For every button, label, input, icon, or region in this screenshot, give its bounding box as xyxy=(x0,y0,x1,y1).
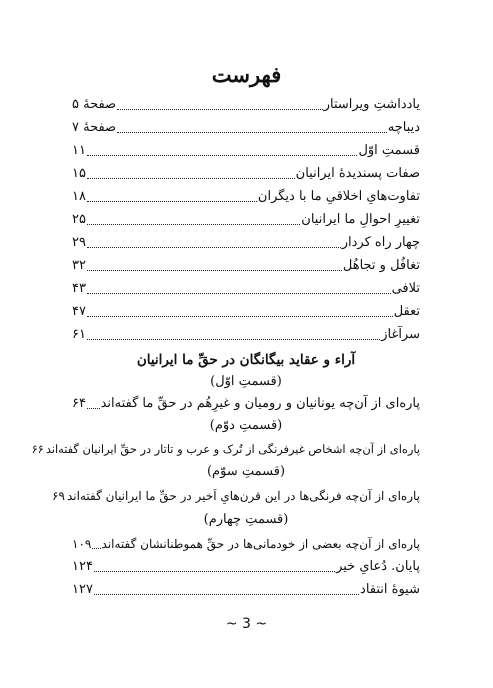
toc-entry-title: پایان. دُعایِ خیر xyxy=(336,559,420,574)
dot-leader xyxy=(94,559,335,572)
toc-entry-page: ۱۸ xyxy=(72,189,86,204)
dot-leader xyxy=(92,536,100,549)
part-entry-title: پاره‌ای از آن‌چه اشخاص غیرفرنگی از تُرک و عرب و تاتار در حقِّ ایرانیان گفته‌اند xyxy=(45,442,420,456)
toc-entry-page: ۴۳ xyxy=(72,281,86,296)
toc-entry-title: تعقل xyxy=(393,304,420,319)
toc-entry-page: صفحهٔ ۵ xyxy=(72,97,117,112)
part-entry-title: پاره‌ای از آن‌چه یونانیان و رومیان و غیرِهُم در حقِّ ما گفته‌اند xyxy=(100,396,420,411)
toc-entry-title: چهار راه کردار xyxy=(341,235,420,250)
toc-entry-page: ۱۲۴ xyxy=(72,559,93,574)
toc-entry-page: ۱۵ xyxy=(72,166,86,181)
page-title: فهرست xyxy=(211,62,282,87)
part-label: (قسمتِ دوّم) xyxy=(209,418,283,433)
toc-entry-page: ۲۹ xyxy=(72,235,86,250)
toc-entry xyxy=(72,580,420,600)
toc-entry-title: تلافی xyxy=(391,281,420,296)
toc-entry-page: ۴۷ xyxy=(72,304,86,319)
toc-entry-page: صفحهٔ ۷ xyxy=(72,120,117,135)
toc-entry-page: ۱۱ xyxy=(72,143,86,158)
toc-entry-title: دیباچه xyxy=(387,120,420,135)
toc-entry-title: صفات پسندیدهٔ ایرانیان xyxy=(295,166,420,181)
toc-entry-page: ۱۲۷ xyxy=(72,582,93,597)
part-label: (قسمتِ سوّم) xyxy=(206,464,286,479)
dot-leader xyxy=(94,582,359,595)
part-entry-title: پاره‌ای از آن‌چه بعضی از خودمانی‌ها در حقِّ هموطنانشان گفته‌اند xyxy=(101,537,420,551)
toc-entry-page: ۲۵ xyxy=(72,212,86,227)
part-label: (قسمتِ اوّل) xyxy=(210,374,282,389)
parts-list xyxy=(72,0,420,688)
toc-entry-title: یادداشتِ ویراستار xyxy=(323,97,420,112)
part-entry-page: ۶۹ xyxy=(52,489,65,503)
toc-entry-page: ۶۱ xyxy=(72,327,86,342)
page-number: ~ 3 ~ xyxy=(225,616,268,632)
part-entry-page: ۶۴ xyxy=(72,396,86,411)
part-entry-page: ۱۰۹ xyxy=(72,537,92,551)
toc-entry-title: تغافُل و تجاهُل xyxy=(342,258,420,273)
part-entry-page: ۶۶ xyxy=(31,442,44,456)
toc-entry-title: تفاوت‌هایِ اخلاقیِ ما با دیگران xyxy=(257,189,420,204)
toc-entry-title: سرآغاز xyxy=(381,327,420,342)
toc-entry-title: قسمتِ اوّل xyxy=(358,143,420,158)
part-label: (قسمتِ چهارم) xyxy=(203,512,289,527)
toc-entry-title: شیوهٔ انتقاد xyxy=(360,582,420,597)
toc-entry-title: تغییرِ احوالِ ما ایرانیان xyxy=(301,212,420,227)
toc-entry-page: ۳۲ xyxy=(72,258,86,273)
part-entry xyxy=(72,534,420,554)
toc-entry xyxy=(72,557,420,577)
part-entry-title: پاره‌ای از آن‌چه فرنگی‌ها در این قرن‌هایِ اَخیر در حقِّ ما ایرانیان گفته‌اند xyxy=(66,489,420,503)
section-heading: آراء و عقاید بیگانگان در حقِّ ما ایرانیان xyxy=(136,352,356,368)
